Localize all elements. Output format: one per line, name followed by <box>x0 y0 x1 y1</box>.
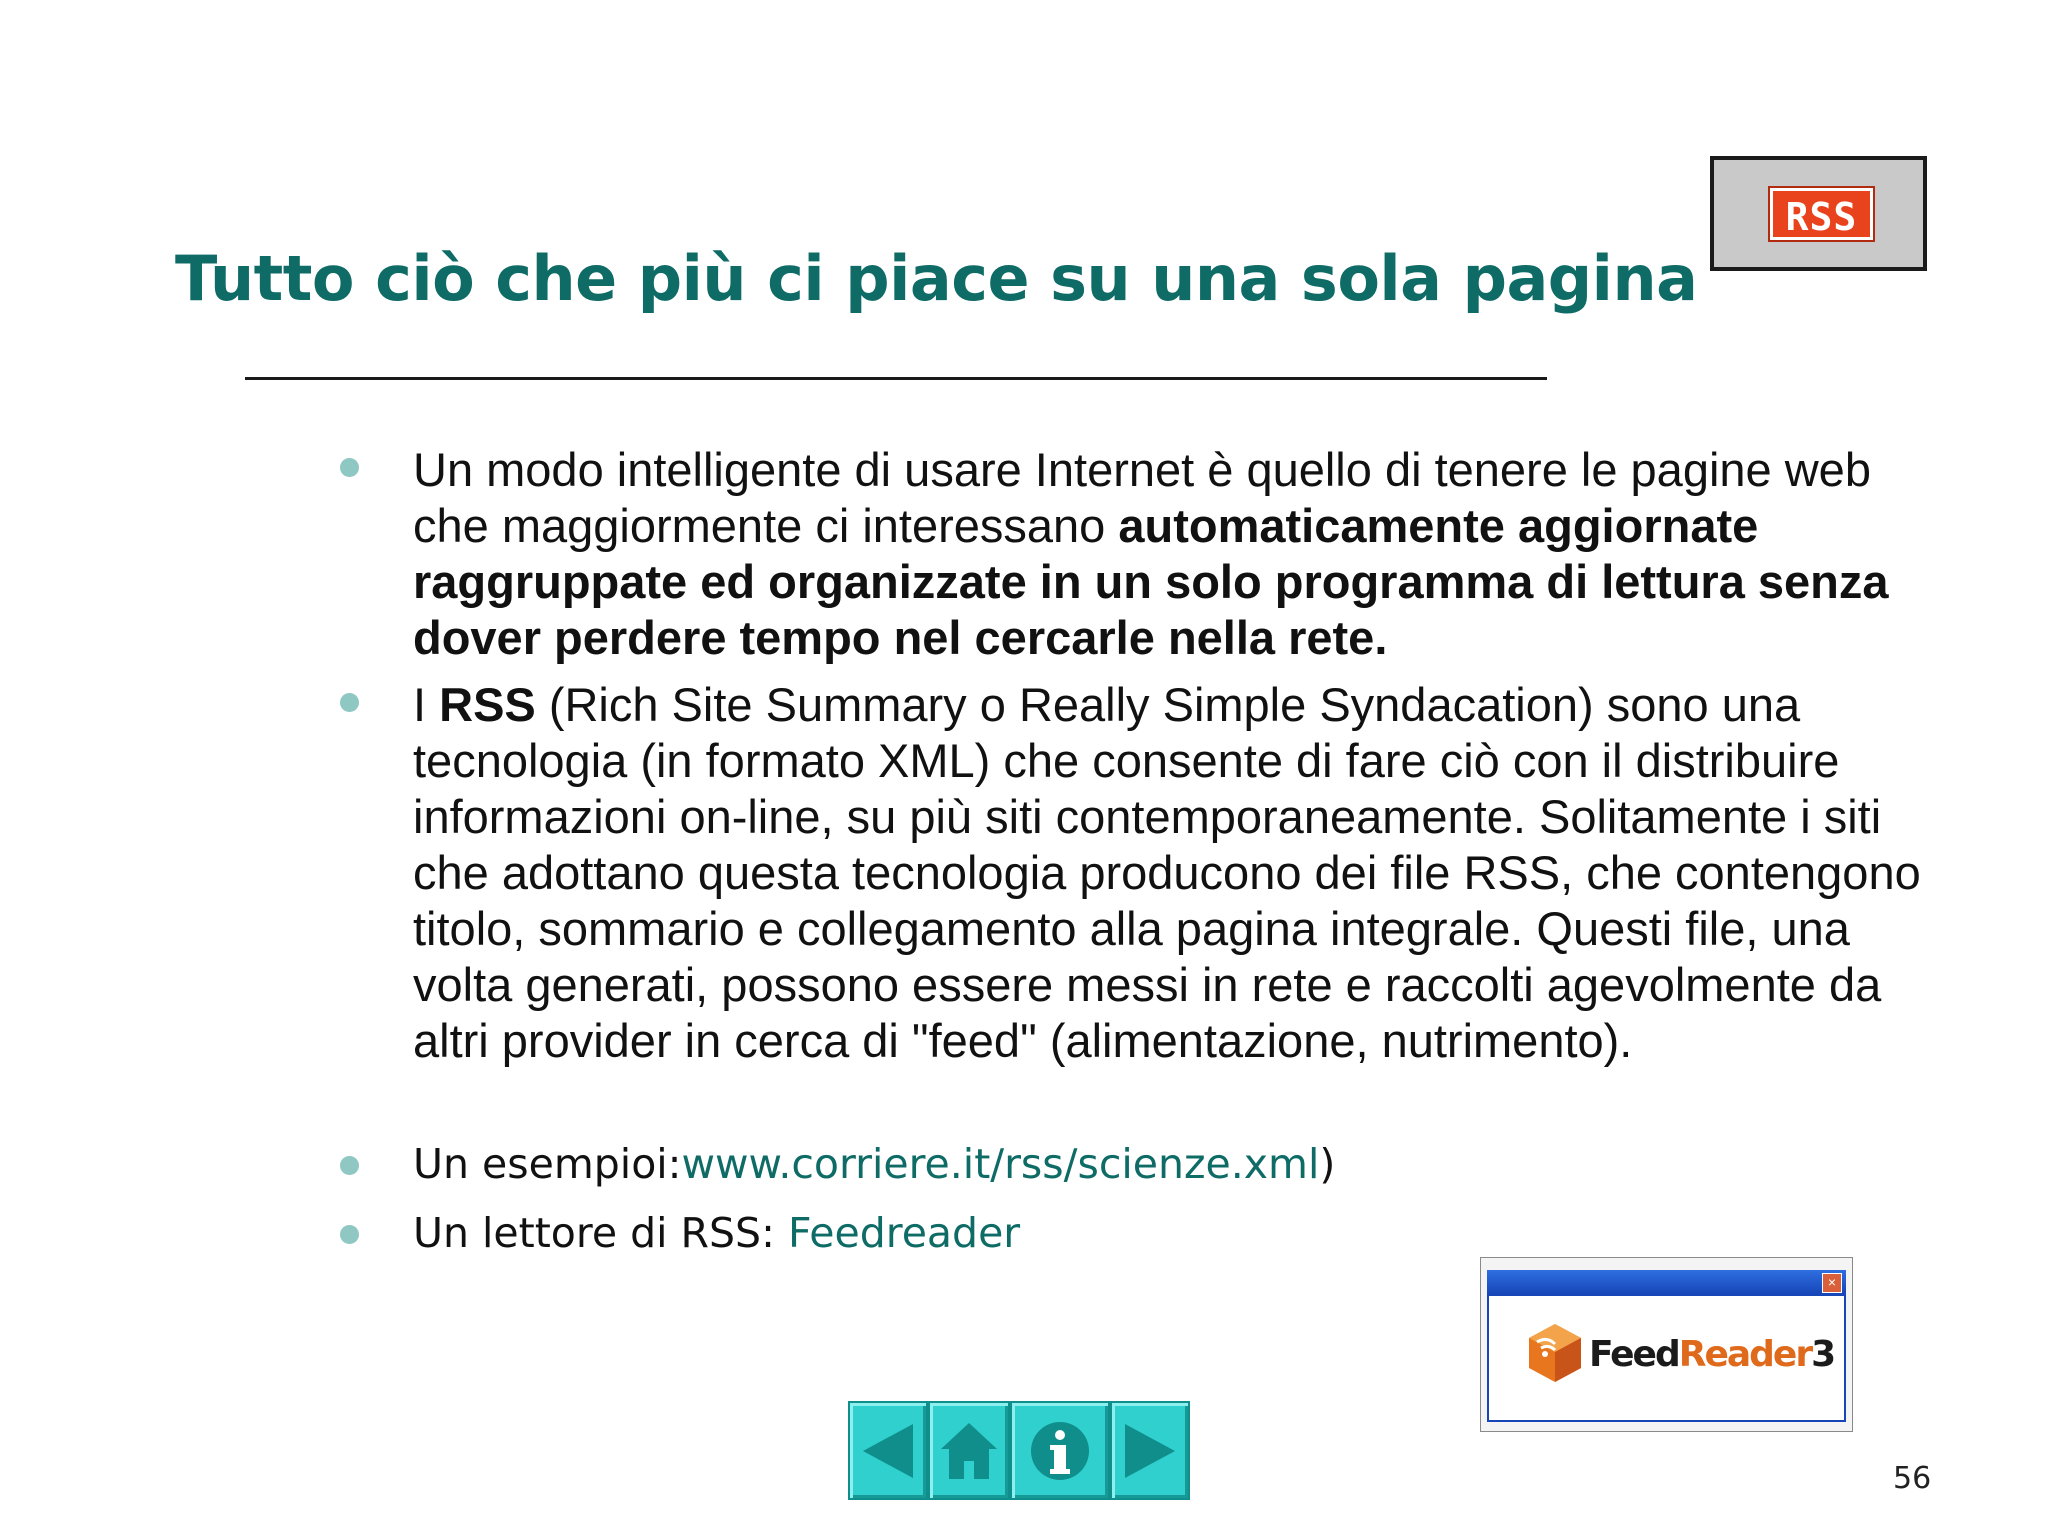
bullet-1-bold: automaticamente aggiornate raggruppate ed organizzate in un solo programma di lettura senza dover perdere tempo nel cercarle nella rete. <box>413 499 1889 664</box>
bullet-dot <box>340 1225 359 1244</box>
info-icon <box>1028 1419 1092 1483</box>
feedreader-link[interactable]: Feedreader <box>787 1209 1021 1257</box>
title-divider <box>245 377 1547 380</box>
bullet-1-text: Un modo intelligente di usare Internet è quello di tenere le pagine web che maggiormente ci interessano <box>413 443 1871 552</box>
feedreader-image[interactable] <box>1480 1257 1853 1432</box>
arrow-left-icon <box>859 1420 917 1482</box>
feedreader-wordmark: FeedReader3 <box>1589 1334 1835 1375</box>
bullet-2-bold: RSS <box>439 678 536 731</box>
info-button[interactable] <box>1010 1401 1110 1500</box>
slide-title: Tutto ciò che più ci piace su una sola pagina <box>175 242 1698 315</box>
bullet-dot <box>340 1156 359 1175</box>
bullet-dot <box>340 693 359 712</box>
bullet-item-3 <box>413 1136 1953 1192</box>
navigation-bar <box>848 1401 1190 1500</box>
bullet-3-suffix: ) <box>1319 1140 1336 1188</box>
home-icon <box>937 1419 1001 1483</box>
corriere-rss-link[interactable]: www.corriere.it/rss/scienze.xml <box>681 1140 1320 1188</box>
feedreader-logo-icon <box>1527 1322 1583 1386</box>
bullet-3-text: Un esempioi: <box>413 1140 682 1188</box>
previous-button[interactable] <box>848 1401 928 1500</box>
close-icon: × <box>1822 1273 1842 1293</box>
next-button[interactable] <box>1110 1401 1190 1500</box>
page-number: 56 <box>1893 1461 1932 1496</box>
rss-icon: RSS <box>1770 188 1873 240</box>
feedreader-titlebar <box>1487 1270 1846 1294</box>
bullet-dot <box>340 458 359 477</box>
bullet-item-4 <box>413 1205 1953 1261</box>
bullet-item-2 <box>413 677 1953 1069</box>
bullet-4-text: Un lettore di RSS: <box>413 1209 788 1257</box>
feedreader-logo-panel <box>1487 1294 1846 1422</box>
bullet-2-text-b: (Rich Site Summary o Really Simple Syndacation) sono una tecnologia (in formato XML) che consente di fare ciò con il distribuire informazioni on-line, su più siti contemporaneamente. Solitamente i siti che adottano questa tecnologia producono dei file RSS, che contengono titolo, sommario e collegamento alla pagina integrale. Questi file, una volta generati, possono essere messi in rete e raccolti agevolmente da altri provider in cerca di "feed" (alimentazione, nutrimento). <box>413 678 1921 1067</box>
rss-image <box>1710 156 1927 271</box>
arrow-right-icon <box>1121 1420 1179 1482</box>
bullet-item-1 <box>413 442 1953 666</box>
home-button[interactable] <box>928 1401 1010 1500</box>
bullet-2-text-a: I <box>413 678 440 731</box>
